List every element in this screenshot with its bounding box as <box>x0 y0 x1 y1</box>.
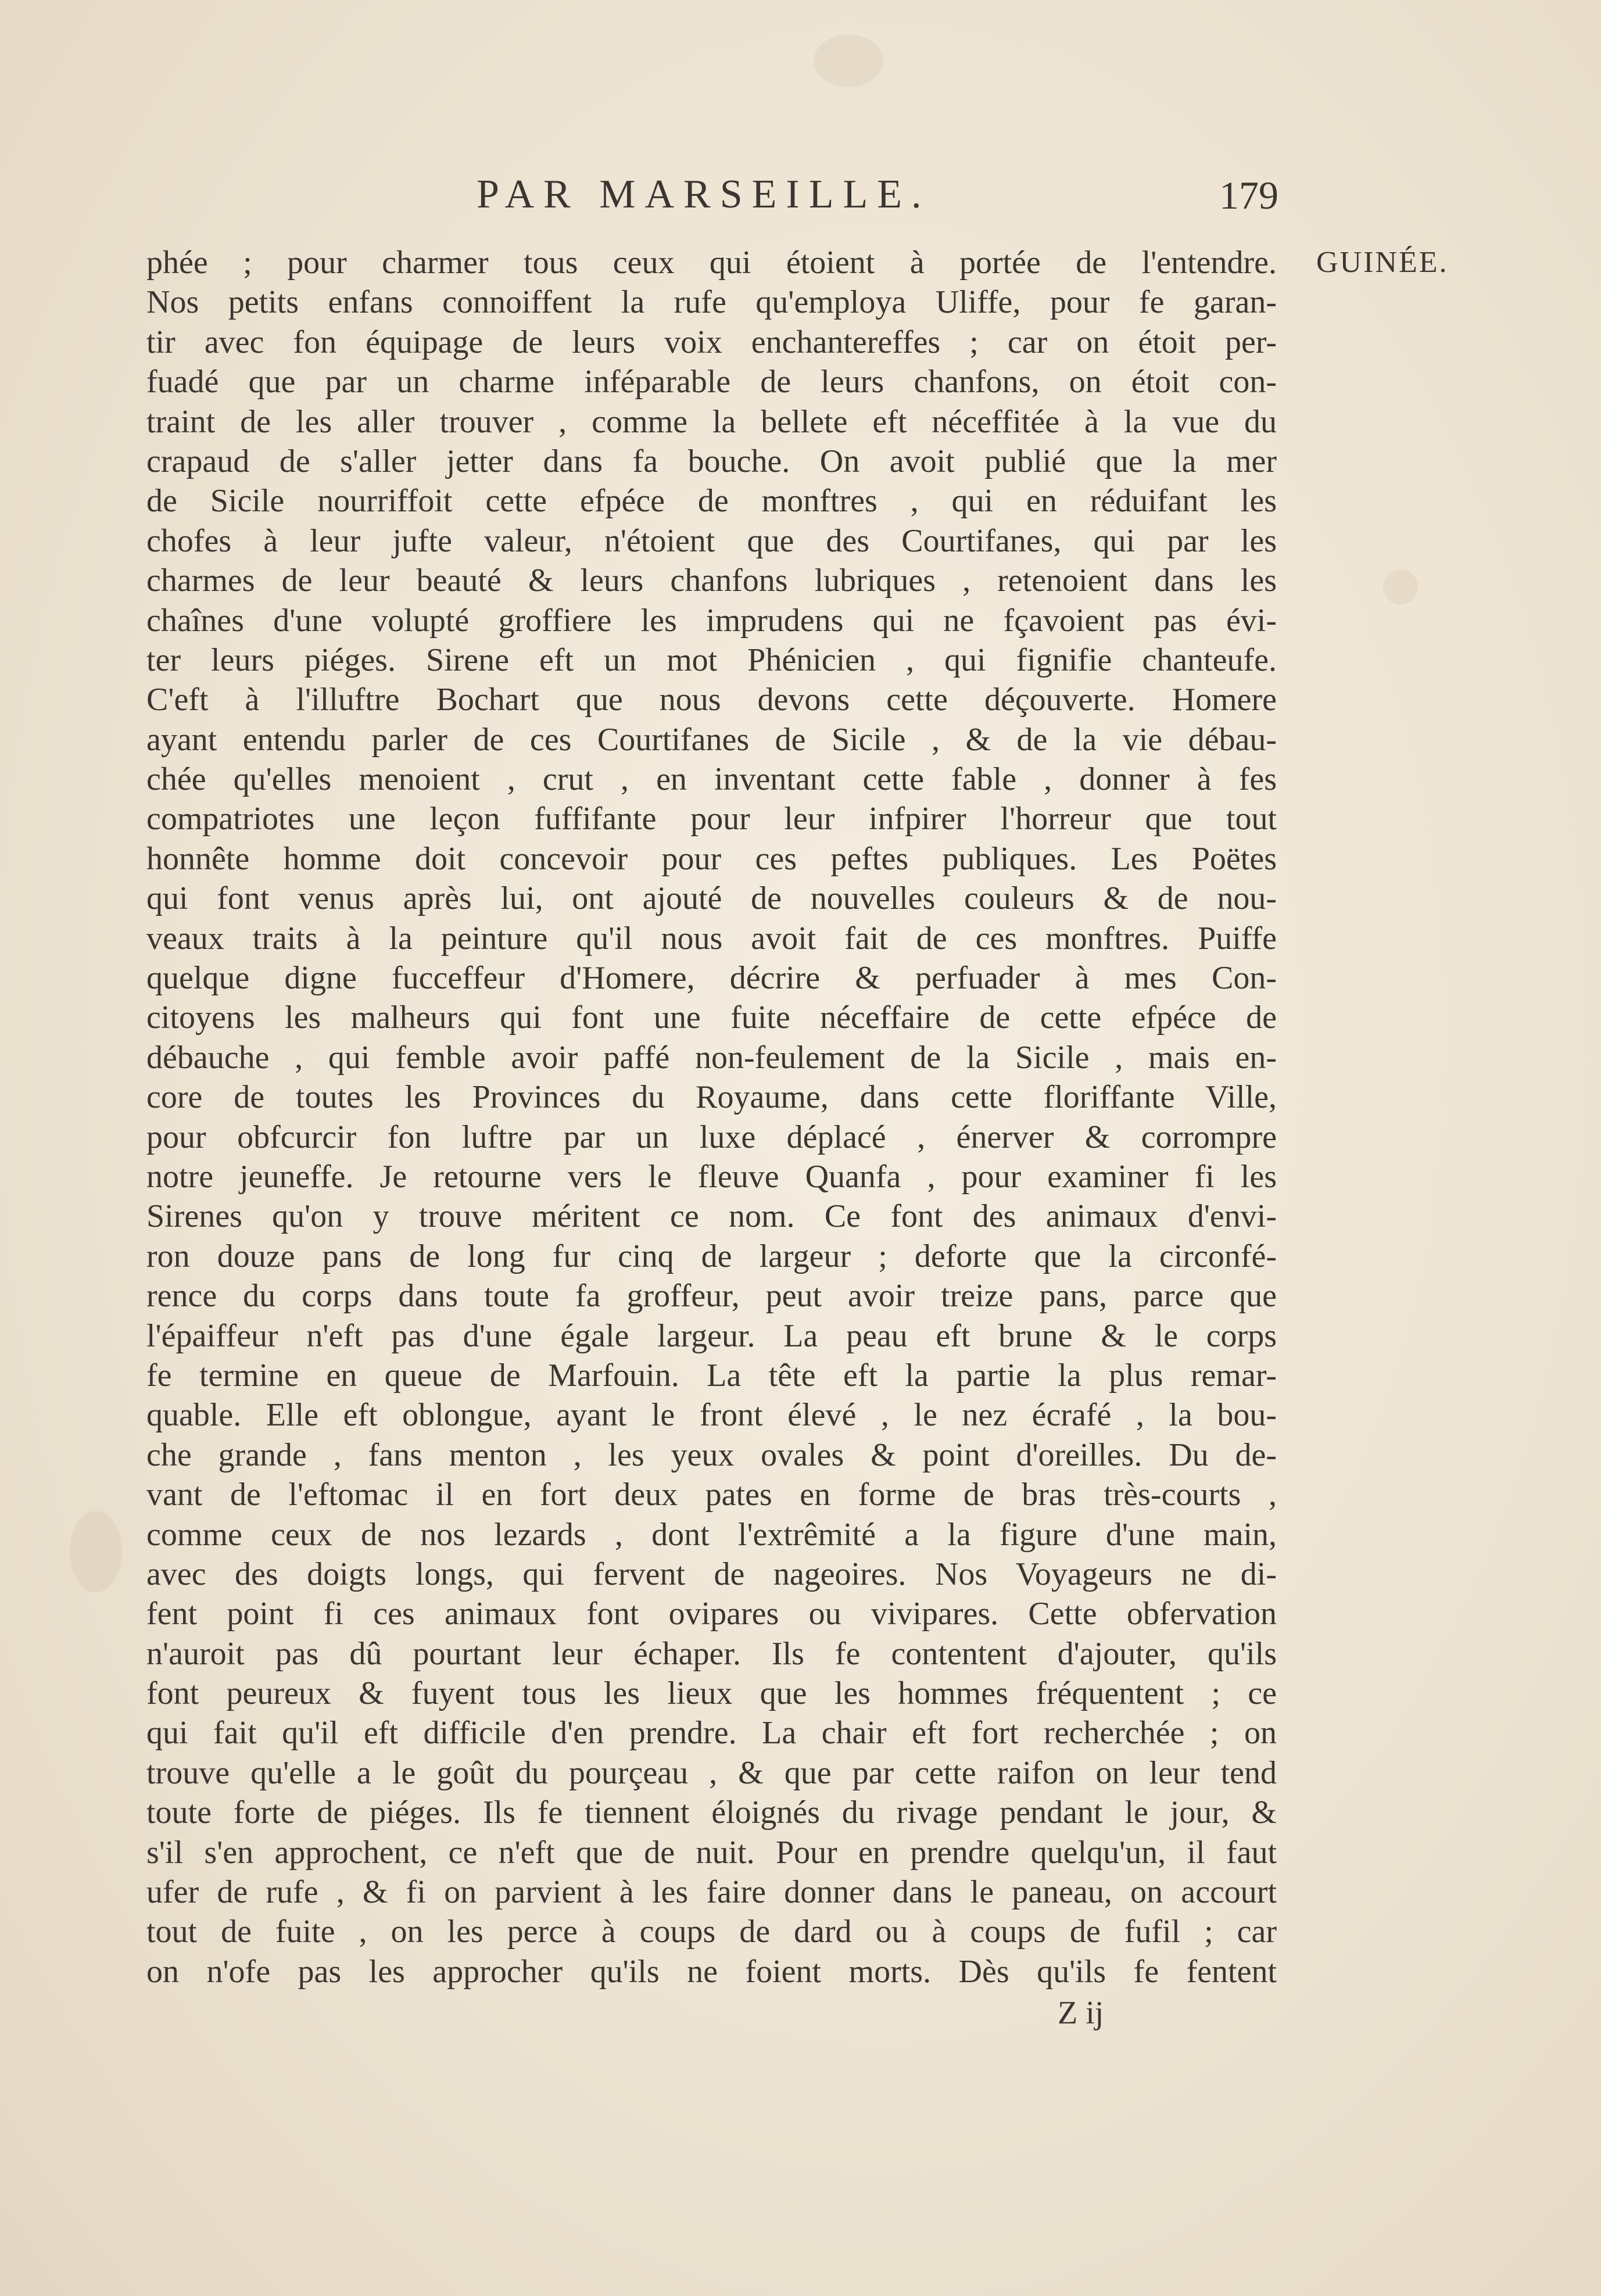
text-line: quable. Elle eft oblongue, ayant le front élevé , le nez écrafé , la bou- <box>146 1397 1277 1434</box>
text-line: chaînes d'une volupté groffiere les imprudens qui ne fçavoient pas évi- <box>146 602 1277 639</box>
text-line: ufer de rufe , & fi on parvient à les faire donner dans le paneau, on accourt <box>146 1874 1277 1911</box>
text-line: trouve qu'elle a le goût du pourçeau , & que par cette raifon on leur tend <box>146 1754 1277 1791</box>
text-line: fe termine en queue de Marfouin. La tête eft la partie la plus remar- <box>146 1357 1277 1394</box>
text-line: qui fait qu'il eft difficile d'en prendre. La chair eft fort recherchée ; on <box>146 1715 1277 1751</box>
text-line: rence du corps dans toute fa groffeur, peut avoir treize pans, parce que <box>146 1278 1277 1314</box>
paper-stain <box>814 35 883 87</box>
text-line: C'eft à l'illuftre Bochart que nous devons cette déçouverte. Homere <box>146 682 1277 718</box>
text-line: traint de les aller trouver , comme la bellete eft néceffitée à la vue du <box>146 403 1277 440</box>
text-line: qui font venus après lui, ont ajouté de nouvelles couleurs & de nou- <box>146 880 1277 917</box>
text-line: Sirenes qu'on y trouve méritent ce nom. Ce font des animaux d'envi- <box>146 1198 1277 1235</box>
running-head <box>151 171 1278 230</box>
text-line: toute forte de piéges. Ils fe tiennent éloignés du rivage pendant le jour, & <box>146 1794 1277 1831</box>
text-line: notre jeuneffe. Je retourne vers le fleuve Quanfa , pour examiner fi les <box>146 1158 1277 1195</box>
text-line: tout de fuite , on les perce à coups de dard ou à coups de fufil ; car <box>146 1914 1277 1950</box>
text-line: chée qu'elles menoient , crut , en inventant cette fable , donner à fes <box>146 761 1277 798</box>
text-line: phée ; pour charmer tous ceux qui étoient à portée de l'entendre. <box>146 245 1277 281</box>
text-line: vant de l'eftomac il en fort deux pates en forme de bras très-courts , <box>146 1477 1277 1513</box>
text-line: pour obfcurcir fon luftre par un luxe déplacé , énerver & corrompre <box>146 1119 1277 1155</box>
text-line: crapaud de s'aller jetter dans fa bouche. On avoit publié que la mer <box>146 443 1277 479</box>
text-line: chofes à leur jufte valeur, n'étoient que des Courtifanes, qui par les <box>146 522 1277 559</box>
text-line: veaux traits à la peinture qu'il nous avoit fait de ces monftres. Puiffe <box>146 920 1277 957</box>
text-line: core de toutes les Provinces du Royaume, dans cette floriffante Ville, <box>146 1079 1277 1116</box>
text-line: font peureux & fuyent tous les lieux que les hommes fréquentent ; ce <box>146 1675 1277 1712</box>
text-line: che grande , fans menton , les yeux ovales & point d'oreilles. Du de- <box>146 1437 1277 1473</box>
text-line: compatriotes une leçon fuffifante pour leur infpirer l'horreur que tout <box>146 801 1277 837</box>
paper-stain <box>70 1511 122 1592</box>
text-line: citoyens les malheurs qui font une fuite néceffaire de cette efpéce de <box>146 1000 1277 1036</box>
text-line: Nos petits enfans connoiffent la rufe qu'employa Uliffe, pour fe garan- <box>146 284 1277 321</box>
text-line: de Sicile nourriffoit cette efpéce de monftres , qui en réduifant les <box>146 483 1277 520</box>
text-line: quelque digne fucceffeur d'Homere, décrire & perfuader à mes Con- <box>146 960 1277 997</box>
text-line: ayant entendu parler de ces Courtifanes de Sicile , & de la vie débau- <box>146 721 1277 758</box>
text-line: comme ceux de nos lezards , dont l'extrêmité a la figure d'une main, <box>146 1516 1277 1553</box>
text-line: charmes de leur beauté & leurs chanfons lubriques , retenoient dans les <box>146 563 1277 599</box>
running-title: PAR MARSEILLE. <box>477 172 931 217</box>
text-line: tir avec fon équipage de leurs voix enchantereffes ; car on étoit per- <box>146 324 1277 360</box>
text-line: avec des doigts longs, qui fervent de nageoires. Nos Voyageurs ne di- <box>146 1556 1277 1592</box>
text-line: s'il s'en approchent, ce n'eft que de nuit. Pour en prendre quelqu'un, il faut <box>146 1834 1277 1871</box>
margin-note: GUINÉE. <box>1316 246 1449 279</box>
text-line: on n'ofe pas les approcher qu'ils ne foient morts. Dès qu'ils fe fentent <box>146 1953 1277 1990</box>
text-line: honnête homme doit concevoir pour ces peftes publiques. Les Poëtes <box>146 840 1277 877</box>
signature-mark: Z ij <box>1058 1995 1104 2031</box>
text-line: n'auroit pas dû pourtant leur échaper. Ils fe contentent d'ajouter, qu'ils <box>146 1635 1277 1672</box>
text-line: fent point fi ces animaux font ovipares ou vivipares. Cette obfervation <box>146 1596 1277 1632</box>
text-line: ter leurs piéges. Sirene eft un mot Phénicien , qui fignifie chanteufe. <box>146 642 1277 678</box>
text-line: fuadé que par un charme inféparable de leurs chanfons, on étoit con- <box>146 364 1277 400</box>
page-number: 179 <box>1219 173 1278 217</box>
text-line: débauche , qui femble avoir paffé non-feulement de la Sicile , mais en- <box>146 1039 1277 1076</box>
paper-stain <box>1383 569 1418 604</box>
text-line: l'épaiffeur n'eft pas d'une égale largeur. La peau eft brune & le corps <box>146 1317 1277 1354</box>
body-text <box>146 243 1277 1991</box>
text-line: ron douze pans de long fur cinq de largeur ; deforte que la circonfé- <box>146 1238 1277 1274</box>
